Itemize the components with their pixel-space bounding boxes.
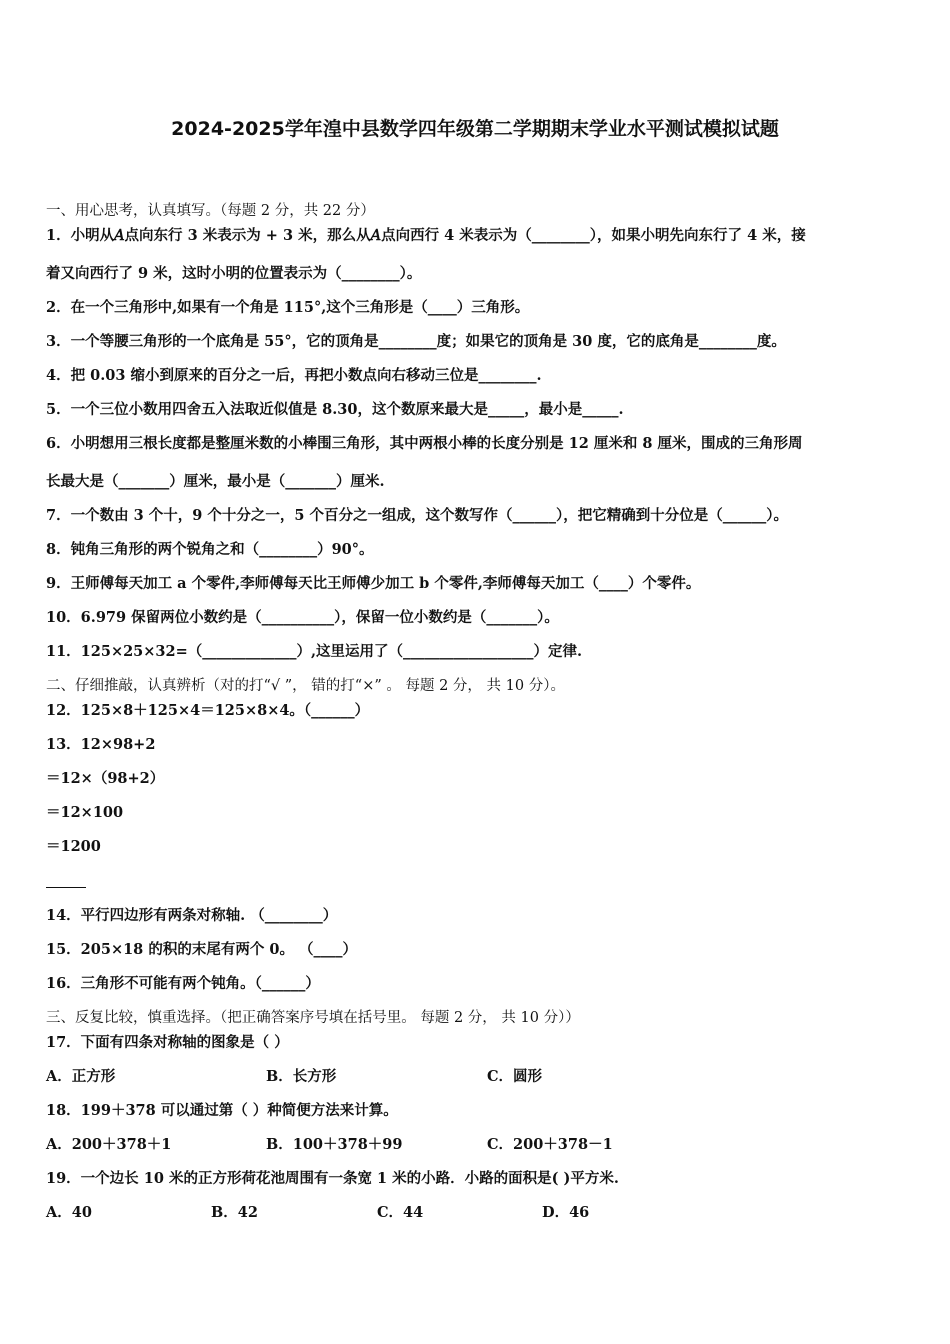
question-13-line-3: ＝12×100 xyxy=(46,804,124,821)
section-3-heading: 三、反复比较，慎重选择。（把正确答案序号填在括号里。 每题 2 分， 共 10 分）） xyxy=(46,1010,580,1026)
question-12: 12．125×8＋125×4＝125×8×4。（______） xyxy=(46,702,370,719)
question-19-option-d: D．46 xyxy=(542,1204,590,1221)
question-19-option-c: C．44 xyxy=(377,1204,424,1221)
question-10: 10．6.979 保留两位小数约是（__________），保留一位小数约是（_______）。 xyxy=(46,609,559,626)
question-19: 19．一个边长 10 米的正方形荷花池周围有一条宽 1 米的小路．小路的面积是( )平方米. xyxy=(46,1170,619,1187)
question-4: 4．把 0.03 缩小到原来的百分之一后，再把小数点向右移动三位是________. xyxy=(46,367,542,384)
question-15: 15．205×18 的积的末尾有两个 0。 （____） xyxy=(46,941,358,958)
question-13-line-4: ＝1200 xyxy=(46,838,101,855)
question-18-option-b: B．100＋378＋99 xyxy=(266,1136,403,1153)
question-1-line-1: 1．小明从𝐴点向东行 3 米表示为 + 3 米，那么从𝐴点向西行 4 米表示为（________），如果小明先向东行了 4 米，接 xyxy=(46,227,806,244)
question-8: 8．钝角三角形的两个锐角之和（________）90°。 xyxy=(46,541,374,558)
question-9: 9．王师傅每天加工 a 个零件,李师傅每天比王师傅少加工 b 个零件,李师傅每天加工（____）个零件。 xyxy=(46,575,701,592)
question-6-line-2: 长最大是（_______）厘米，最小是（_______）厘米. xyxy=(46,473,385,490)
question-2: 2．在一个三角形中,如果有一个角是 115°,这个三角形是（____）三角形。 xyxy=(46,299,530,316)
question-14: 14．平行四边形有两条对称轴. （________） xyxy=(46,907,338,924)
question-5: 5．一个三位小数用四舍五入法取近似值是 8.30，这个数原来最大是_____，最小是_____. xyxy=(46,401,624,418)
question-13-line-1: 13．12×98+2 xyxy=(46,736,156,753)
section-2-heading: 二、仔细推敲，认真辨析（对的打“√ ”， 错的打“×” 。 每题 2 分， 共 10 分）。 xyxy=(46,678,565,694)
question-17-option-a: A．正方形 xyxy=(46,1068,116,1085)
question-16: 16．三角形不可能有两个钝角。（______） xyxy=(46,975,320,992)
question-17-option-b: B．长方形 xyxy=(266,1068,337,1085)
section-1-heading: 一、用心思考，认真填写。（每题 2 分，共 22 分） xyxy=(46,203,375,219)
question-6-line-1: 6．小明想用三根长度都是整厘米数的小棒围三角形，其中两根小棒的长度分别是 12 厘米和 8 厘米，围成的三角形周 xyxy=(46,435,803,452)
question-18-option-c: C．200＋378－1 xyxy=(487,1136,613,1153)
page-title: 2024-2025学年湟中县数学四年级第二学期期末学业水平测试模拟试题 xyxy=(171,118,779,140)
question-19-option-a: A．40 xyxy=(46,1204,92,1221)
question-13-line-2: ＝12×（98+2） xyxy=(46,770,165,787)
question-19-option-b: B．42 xyxy=(211,1204,258,1221)
question-1-line-2: 着又向西行了 9 米，这时小明的位置表示为（________）。 xyxy=(46,265,422,282)
question-17-option-c: C．圆形 xyxy=(487,1068,543,1085)
question-11: 11．125×25×32=（_____________）,这里运用了（__________________）定律. xyxy=(46,643,583,660)
question-7: 7．一个数由 3 个十，9 个十分之一，5 个百分之一组成，这个数写作（______），把它精确到十分位是（______）。 xyxy=(46,507,789,524)
question-17: 17．下面有四条对称轴的图象是（ ） xyxy=(46,1034,289,1051)
question-18-option-a: A．200＋378＋1 xyxy=(46,1136,172,1153)
question-3: 3．一个等腰三角形的一个底角是 55°，它的顶角是________度；如果它的顶角是 30 度，它的底角是________度。 xyxy=(46,333,786,350)
answer-blank-line xyxy=(46,887,86,888)
question-18: 18．199＋378 可以通过第（ ）种简便方法来计算。 xyxy=(46,1102,398,1119)
